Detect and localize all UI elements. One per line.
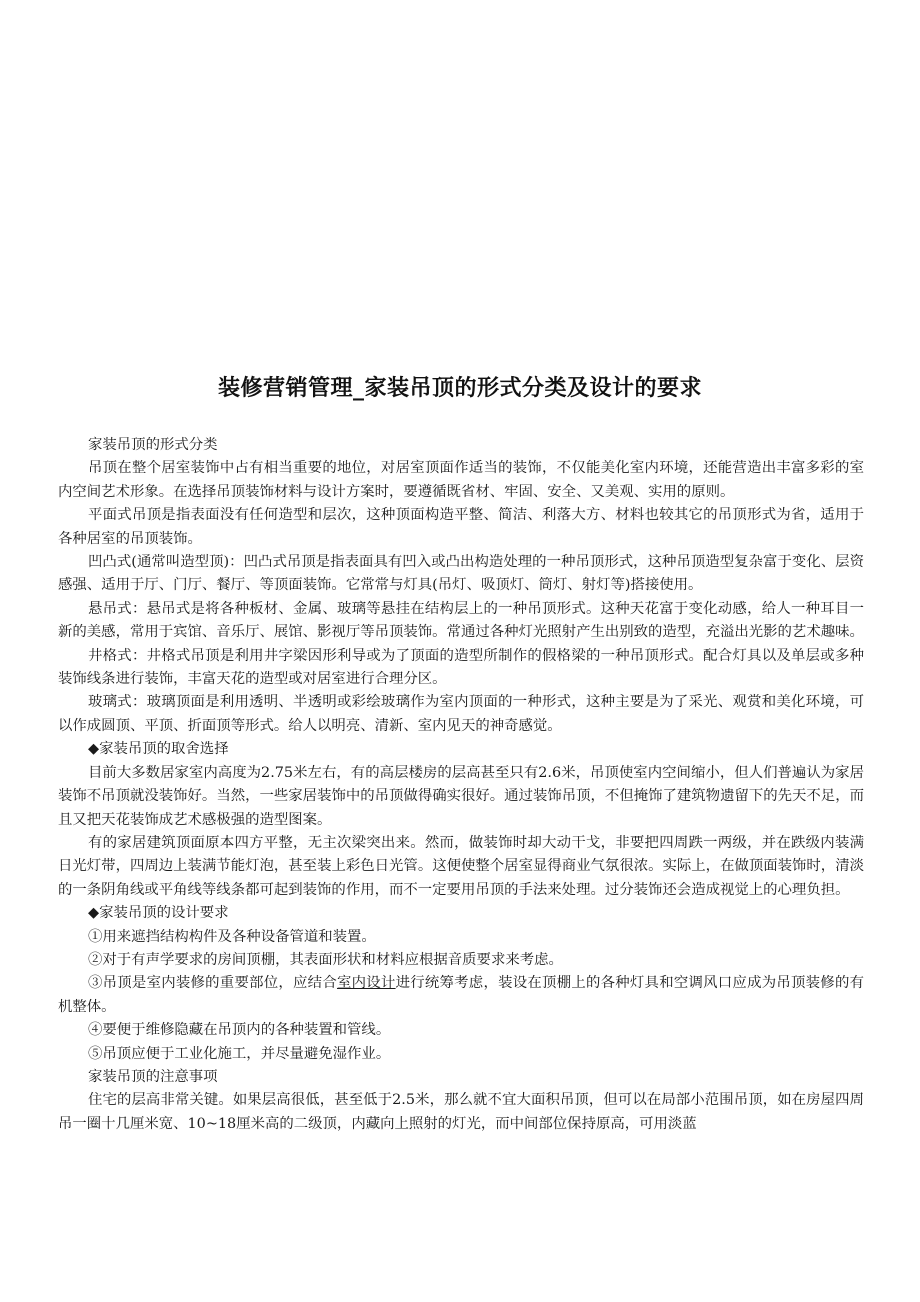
paragraph: 吊顶在整个居室装饰中占有相当重要的地位，对居室顶面作适当的装饰，不仅能美化室内环境，还能营造出丰富多彩的室内空间艺术形象。在选择吊顶装饰材料与设计方案时，要遵循既省材、牢固、安全、又美观、实用的原则。: [58, 460, 864, 500]
list-item: ①用来遮挡结构构件及各种设备管道和装置。: [88, 928, 376, 945]
list-item-text: ③吊顶是室内装修的重要部位，应结合: [88, 975, 337, 992]
section-heading: ◆家装吊顶的设计要求: [88, 905, 229, 922]
list-item: [58, 972, 864, 1019]
paragraph: 玻璃式：玻璃顶面是利用透明、半透明或彩绘玻璃作为室内顶面的一种形式，这种主要是为了采光、观赏和美化环境，可以作成圆顶、平顶、折面顶等形式。给人以明亮、清新、室内见天的神奇感觉。: [58, 694, 864, 734]
list-item: ④要便于维修隐藏在吊顶内的各种装置和管线。: [88, 1022, 391, 1039]
paragraph: 井格式：井格式吊顶是利用井字梁因形利导或为了顶面的造型所制作的假格梁的一种吊顶形式。配合灯具以及单层或多种装饰线条进行装饰，丰富天花的造型或对居室进行合理分区。: [58, 647, 864, 688]
section-heading: 家装吊顶的形式分类: [88, 437, 218, 453]
paragraph: 目前大多数居家室内高度为2.75米左右，有的高层楼房的层高甚至只有2.6米，吊顶使室内空间缩小，但人们普遍认为家居装饰不吊顶就没装饰好。当然，一些家居装饰中的吊顶做得确实很好。通过装饰吊顶，不但掩饰了建筑物遗留下的先天不足，而且又把天花装饰成艺术感极强的造型图案。: [58, 764, 864, 828]
section-heading: ◆家装吊顶的取舍选择: [88, 741, 229, 758]
interior-design-link[interactable]: 室内设计: [336, 975, 396, 992]
document-body: [58, 434, 864, 1136]
list-item-text: 进行统筹考虑，装设在顶棚上的各种灯具和空调风口应成为吊顶装修的有机整体。: [58, 975, 864, 1015]
paragraph: 平面式吊顶是指表面没有任何造型和层次，这种顶面构造平整、简洁、利落大方、材料也较其它的吊顶形式为省，适用于各种居室的吊顶装饰。: [58, 507, 864, 547]
section-heading: 家装吊顶的注意事项: [88, 1068, 218, 1085]
list-item: ②对于有声学要求的房间顶棚，其表面形状和材料应根据音质要求来考虑。: [88, 951, 563, 968]
document-title: 装修营销管理_家装吊顶的形式分类及设计的要求: [217, 376, 702, 401]
paragraph: 悬吊式：悬吊式是将各种板材、金属、玻璃等悬挂在结构层上的一种吊顶形式。这种天花富于变化动感，给人一种耳目一新的美感，常用于宾馆、音乐厅、展馆、影视厅等吊顶装饰。常通过各种灯光照射产生出别致的造型，充溢出光影的艺术趣味。: [58, 600, 864, 641]
paragraph: 凹凸式(通常叫造型顶)：凹凸式吊顶是指表面具有凹入或凸出构造处理的一种吊顶形式，这种吊顶造型复杂富于变化、层资感强、适用于厅、门厅、餐厅、等顶面装饰。它常常与灯具(吊灯、吸顶灯、筒灯、射灯等)搭接使用。: [58, 554, 864, 594]
paragraph: 住宅的层高非常关键。如果层高很低，甚至低于2.5米，那么就不宜大面积吊顶，但可以在局部小范围吊顶，如在房屋四周吊一圈十几厘米宽、10~18厘米高的二级顶，内藏向上照射的灯光，而中间部位保持原高，可用淡蓝: [58, 1092, 864, 1132]
paragraph: 有的家居建筑顶面原本四方平整，无主次梁突出来。然而，做装饰时却大动干戈，非要把四周跌一两级，并在跌级内装满日光灯带，四周边上装满节能灯泡，甚至装上彩色日光管。这便使整个居室显得商业气氛很浓。实际上，在做顶面装饰时，清淡的一条阴角线或平角线等线条都可起到装饰的作用，而不一定要用吊顶的手法来处理。过分装饰还会造成视觉上的心理负担。: [58, 834, 864, 898]
list-item: ⑤吊顶应便于工业化施工，并尽量避免湿作业。: [88, 1045, 391, 1062]
